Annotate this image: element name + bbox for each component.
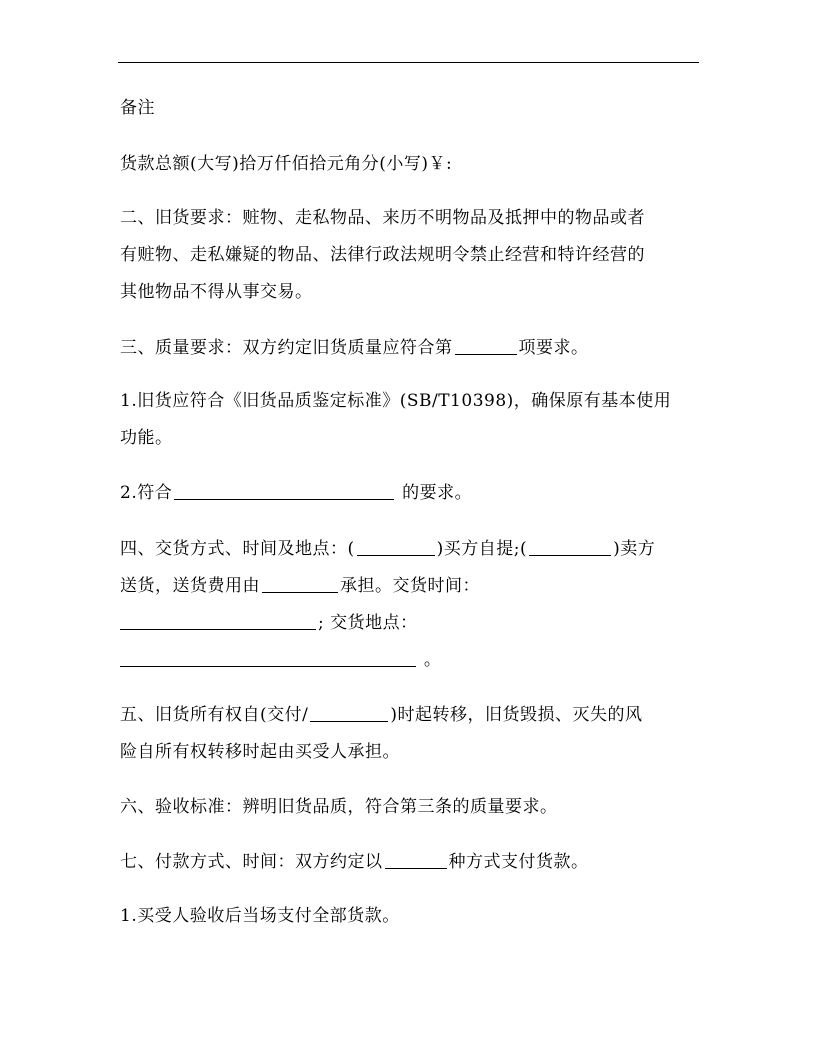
section4-prefix: 四、交货方式、时间及地点：( <box>120 539 355 559</box>
item2-suffix: 的要求。 <box>402 483 473 503</box>
item1-line1: 1.旧货应符合《旧货品质鉴定标准》(SB/T10398)，确保原有基本使用 <box>120 391 672 411</box>
section2-line3: 其他物品不得从事交易。 <box>120 282 313 302</box>
section2-line1: 二、旧货要求：赃物、走私物品、来历不明物品及抵押中的物品或者 <box>120 208 645 228</box>
section4-line3 <box>120 611 418 635</box>
section4-line2-suffix: 承担。交货时间： <box>340 576 480 596</box>
section4-line2 <box>120 574 480 598</box>
section4-line4-suffix: 。 <box>423 650 442 670</box>
section3-line <box>120 336 589 360</box>
payment-method-blank[interactable] <box>385 851 447 869</box>
section3-blank[interactable] <box>455 337 517 355</box>
payment-item1: 1.买受人验收后当场支付全部货款。 <box>120 906 400 926</box>
section4-line2-prefix: 送货，送货费用由 <box>120 576 260 596</box>
section3-suffix: 项要求。 <box>518 338 589 358</box>
section5-line2: 险自所有权转移时起由买受人承担。 <box>120 742 400 762</box>
section6-line: 六、验收标准：辨明旧货品质，符合第三条的质量要求。 <box>120 797 558 817</box>
header-rule <box>118 62 699 63</box>
seller-delivery-blank[interactable] <box>529 538 611 556</box>
section2-line2: 有赃物、走私嫌疑的物品、法律行政法规明令禁止经营和特许经营的 <box>120 245 645 265</box>
section4-line4 <box>120 648 441 672</box>
item2-blank[interactable] <box>174 482 394 500</box>
section5-line1 <box>120 703 643 727</box>
section3-prefix: 三、质量要求：双方约定旧货质量应符合第 <box>120 338 453 358</box>
remarks-label: 备注 <box>120 98 155 118</box>
delivery-fee-payer-blank[interactable] <box>262 575 338 593</box>
item1-line2: 功能。 <box>120 428 173 448</box>
section4-line3-suffix: ; 交货地点： <box>318 613 418 633</box>
total-amount-line: 货款总额(大写)拾万仟佰拾元角分(小写)￥: <box>120 154 453 174</box>
section4-mid1: )买方自提;( <box>436 539 528 559</box>
section4-line1 <box>120 537 655 561</box>
delivery-time-blank[interactable] <box>120 612 316 630</box>
item2-line <box>120 481 472 505</box>
section7-prefix: 七、付款方式、时间：双方约定以 <box>120 852 383 872</box>
section5-suffix: )时起转移，旧货毁损、灭失的风 <box>390 705 643 725</box>
item2-prefix: 2.符合 <box>120 483 173 503</box>
section5-prefix: 五、旧货所有权自(交付/ <box>120 705 309 725</box>
section7-line <box>120 850 589 874</box>
delivery-location-blank[interactable] <box>120 649 416 667</box>
section7-suffix: 种方式支付货款。 <box>448 852 589 872</box>
ownership-transfer-blank[interactable] <box>310 704 388 722</box>
section4-mid2: )卖方 <box>613 539 656 559</box>
buyer-pickup-blank[interactable] <box>357 538 435 556</box>
